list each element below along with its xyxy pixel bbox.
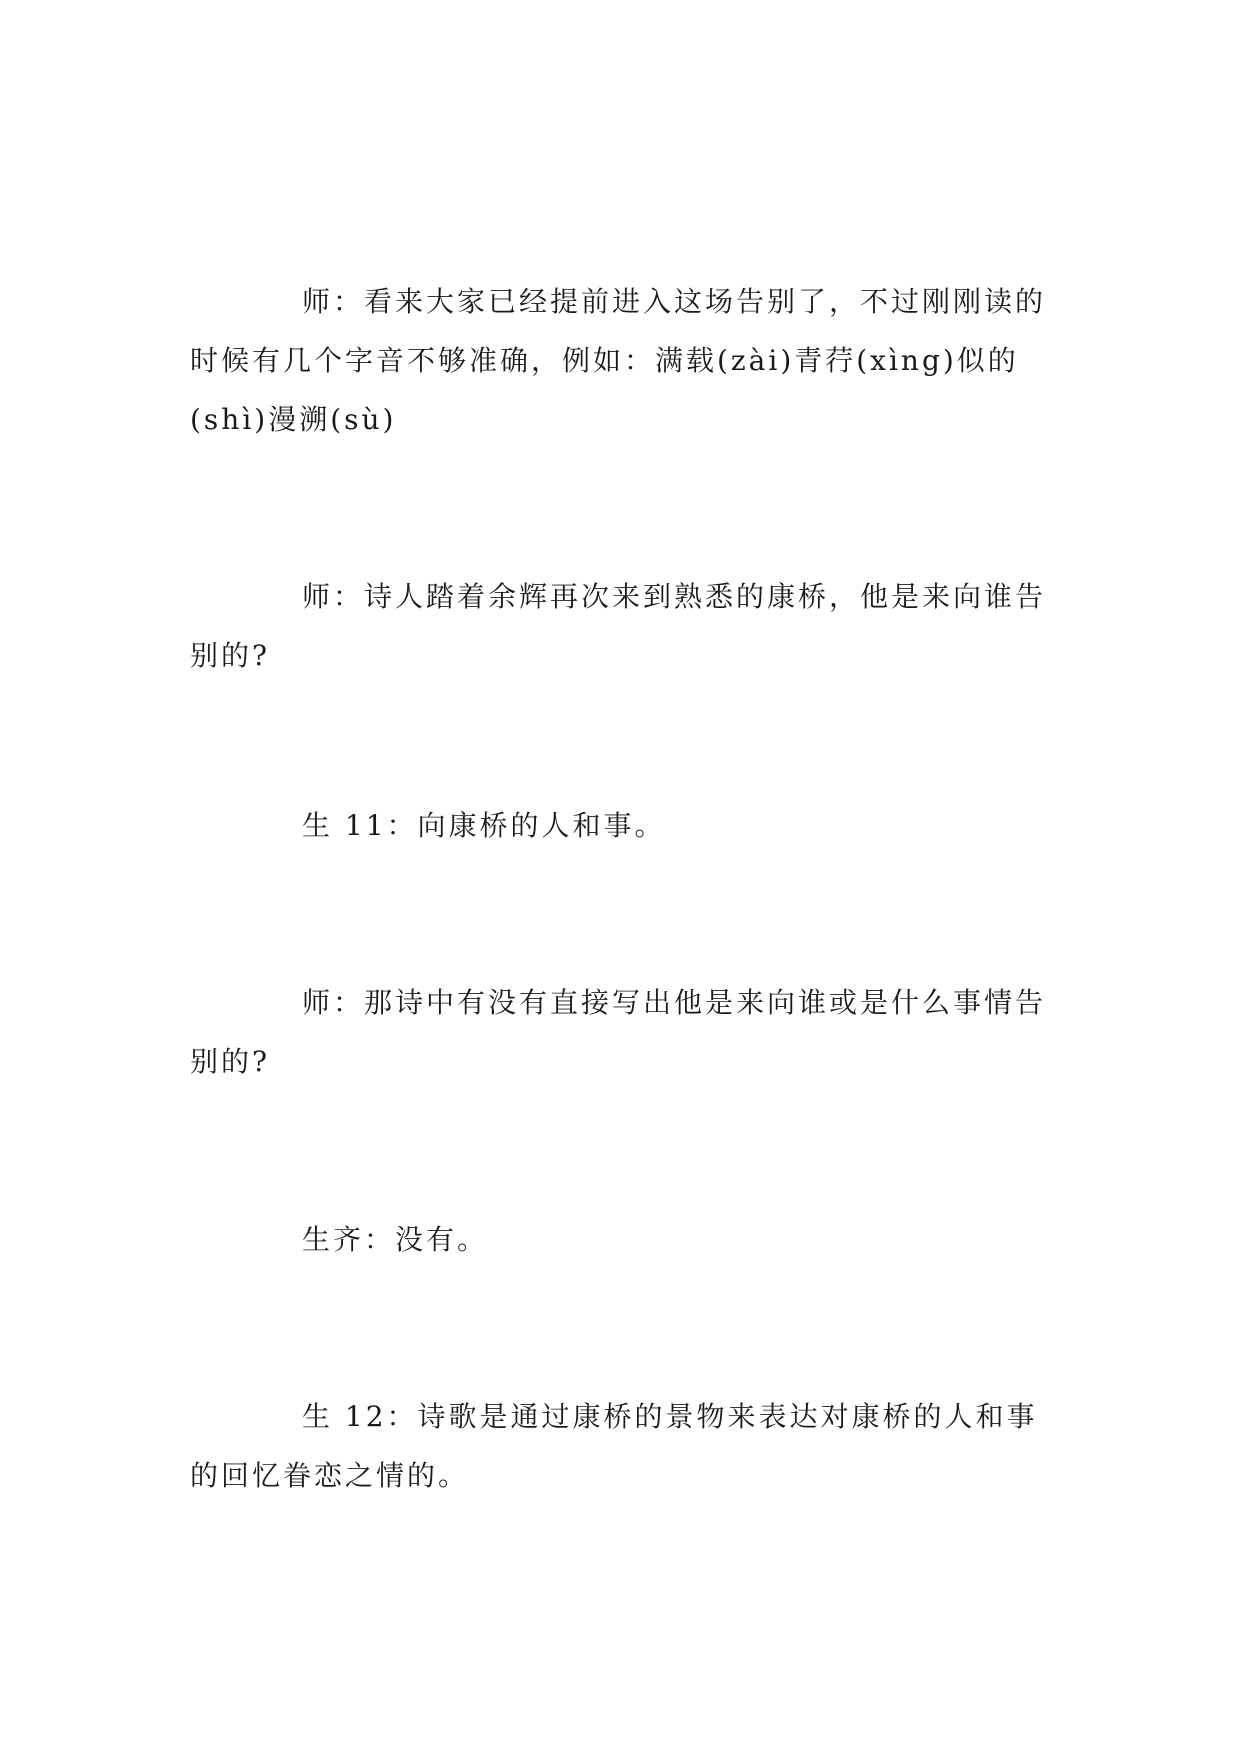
paragraph-teacher-followup: 师：那诗中有没有直接写出他是来向谁或是什么事情告别的? (190, 986, 1047, 1078)
paragraph-student-12-answer: 生 12：诗歌是通过康桥的景物来表达对康桥的人和事的回忆眷恋之情的。 (190, 1400, 1038, 1492)
paragraph-teacher-question: 师：诗人踏着余辉再次来到熟悉的康桥，他是来向谁告别的? (190, 580, 1047, 672)
paragraph-teacher-pronunciation: 师：看来大家已经提前进入这场告别了，不过刚刚读的时候有几个字音不够准确，例如：满载(zài)青荇(xìng)似的(shì)漫溯(sù) (190, 285, 1047, 436)
paragraph-student-11-answer: 生 11：向康桥的人和事。 (302, 809, 666, 842)
paragraph-students-answer: 生齐：没有。 (302, 1223, 489, 1256)
